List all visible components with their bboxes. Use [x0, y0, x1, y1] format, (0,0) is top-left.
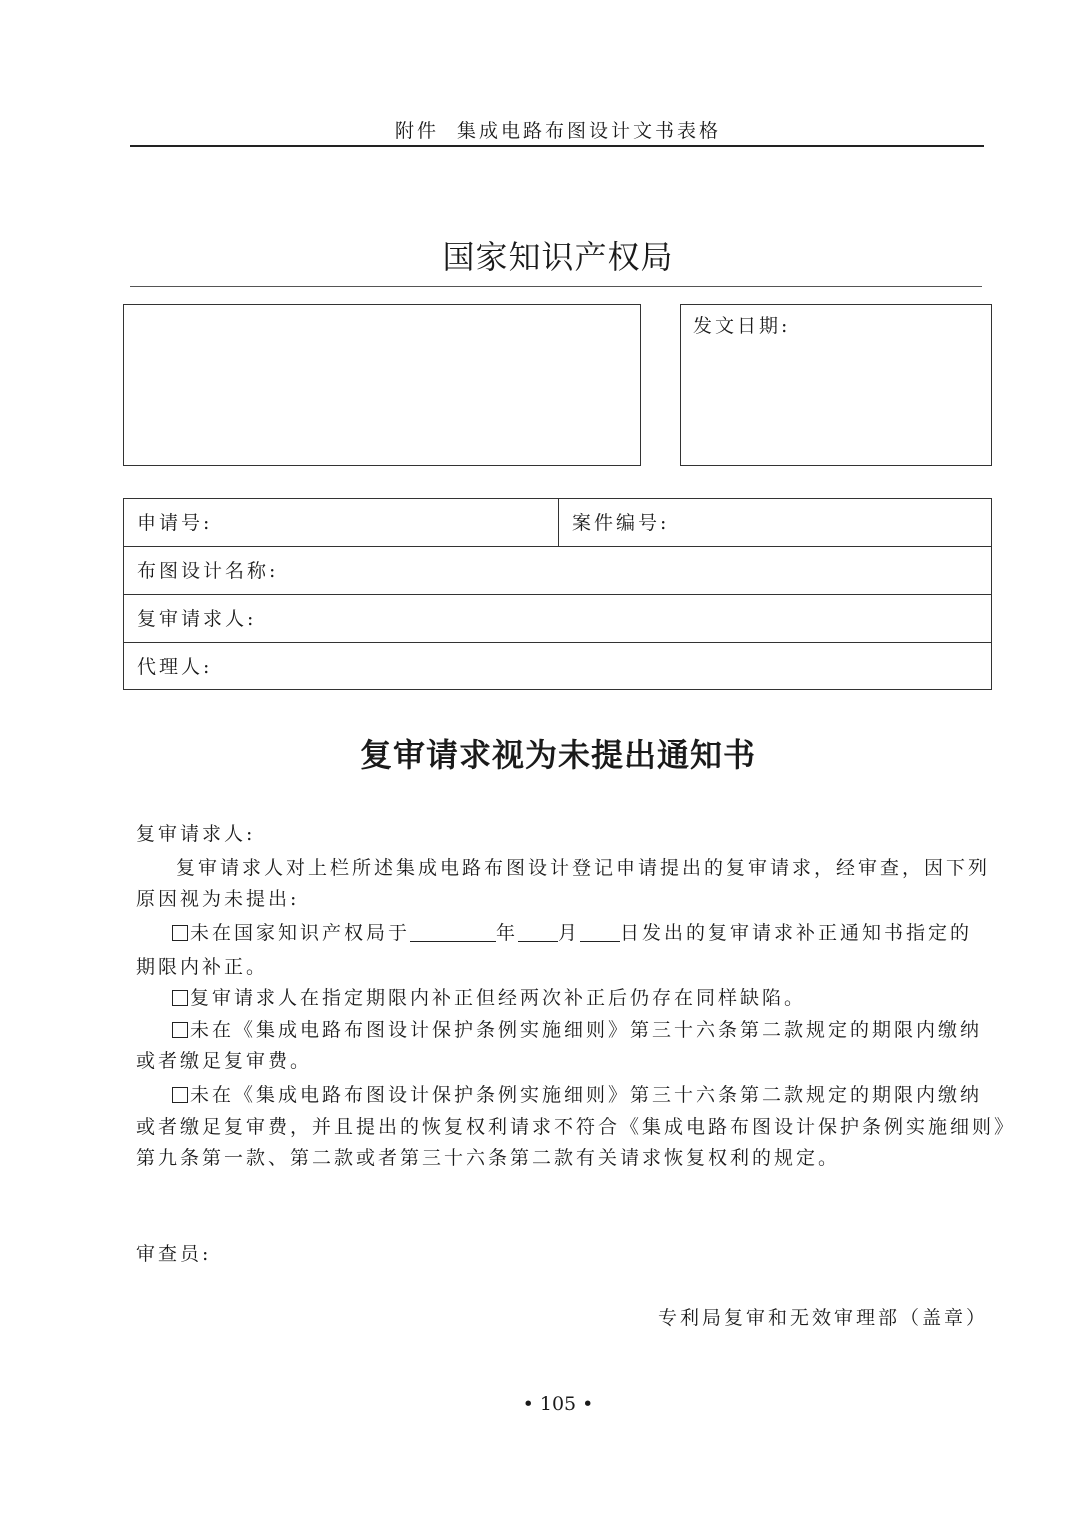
option-4-line-3: 第九条第一款、第二款或者第三十六条第二款有关请求恢复权利的规定。 [136, 1147, 841, 1169]
header-rule [130, 145, 984, 147]
option-3-checkbox[interactable] [172, 1022, 188, 1038]
notice-title: 复审请求视为未提出通知书 [359, 736, 756, 774]
option-2 [172, 986, 806, 1010]
option-2-text: 复审请求人在指定期限内补正但经两次补正后仍存在同样缺陷。 [190, 987, 807, 1009]
option-4-checkbox[interactable] [172, 1087, 188, 1103]
option-1-text-end: 日发出的复审请求补正通知书指定的 [620, 922, 973, 944]
row-agent [124, 643, 991, 691]
month-label: 月 [558, 922, 581, 944]
examiner-label: 审查员: [136, 1243, 212, 1265]
row-requester [124, 595, 991, 643]
row-design-name [124, 547, 991, 595]
day-blank [580, 923, 620, 942]
intro-line-2: 原因视为未提出: [136, 888, 300, 910]
page-number: • 105 • [522, 1393, 594, 1415]
office-title: 国家知识产权局 [442, 238, 674, 276]
salutation: 复审请求人: [136, 823, 256, 845]
date-box [680, 304, 992, 466]
year-blank [410, 923, 496, 942]
option-4-line-2: 或者缴足复审费，并且提出的恢复权利请求不符合《集成电路布图设计保护条例实施细则》 [136, 1116, 1017, 1138]
agent-label: 代理人: [137, 656, 213, 678]
year-label: 年 [496, 922, 519, 944]
case-info-table [123, 498, 992, 690]
option-1-checkbox[interactable] [172, 925, 188, 941]
option-3-line-2: 或者缴足复审费。 [136, 1050, 313, 1072]
option-4-text: 未在《集成电路布图设计保护条例实施细则》第三十六条第二款规定的期限内缴纳 [190, 1084, 983, 1106]
option-4 [172, 1083, 982, 1107]
department-seal: 专利局复审和无效审理部（盖章） [658, 1307, 989, 1329]
option-3 [172, 1018, 982, 1042]
intro-line-1: 复审请求人对上栏所述集成电路布图设计登记申请提出的复审请求，经审查，因下列 [176, 857, 991, 879]
address-box [123, 304, 641, 466]
option-2-checkbox[interactable] [172, 990, 188, 1006]
issue-date-label: 发文日期: [693, 315, 791, 337]
row-application [124, 499, 991, 547]
option-1-text: 未在国家知识产权局于 [190, 922, 411, 944]
title-rule [130, 286, 982, 287]
design-name-label: 布图设计名称: [137, 560, 279, 582]
option-3-text: 未在《集成电路布图设计保护条例实施细则》第三十六条第二款规定的期限内缴纳 [190, 1019, 983, 1041]
option-1 [172, 921, 972, 945]
application-no-label: 申请号: [137, 512, 213, 534]
option-1-line-2: 期限内补正。 [136, 956, 269, 978]
running-header: 附件 集成电路布图设计文书表格 [394, 120, 722, 142]
requester-label: 复审请求人: [137, 608, 257, 630]
month-blank [518, 923, 558, 942]
case-no-label: 案件编号: [558, 499, 991, 546]
